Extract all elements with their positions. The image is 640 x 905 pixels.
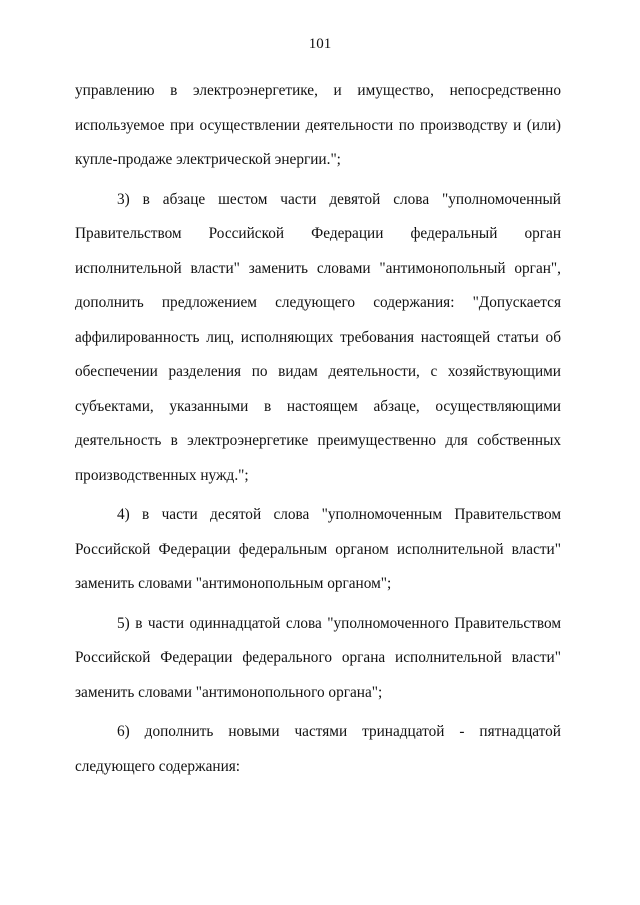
text-line: обеспечении разделения по видам деятельности, с хозяйствующими [75, 363, 561, 380]
paragraph-item-3 [75, 183, 561, 494]
text-line: субъектами, указанными в настоящем абзаце, осуществляющими [75, 397, 561, 415]
text-line: Российской Федерации федерального органа исполнительной власти" [75, 649, 561, 666]
text-line: используемое при осуществлении деятельности по производству и (или) [75, 116, 561, 134]
text-line: управлению в электроэнергетике, и имущество, непосредственно [75, 82, 561, 99]
page-number: 101 [308, 36, 332, 52]
text-line: следующего содержания: [75, 757, 241, 775]
text-line: 5) в части одиннадцатой слова "уполномоченного Правительством [117, 614, 561, 632]
text-line: купле-продаже электрической энергии."; [75, 151, 341, 168]
text-line: аффилированность лиц, исполняющих требования настоящей статьи об [75, 328, 561, 346]
text-line: 3) в абзаце шестом части девятой слова "уполномоченный [117, 190, 561, 208]
document-body [75, 74, 561, 784]
text-line: деятельность в электроэнергетике преимущественно для собственных [75, 432, 561, 449]
text-line: Российской Федерации федеральным органом исполнительной власти" [75, 540, 561, 558]
text-line: дополнить предложением следующего содержания: "Допускается [75, 294, 561, 311]
paragraph-item-4 [75, 498, 561, 602]
paragraph-item-6 [75, 715, 561, 784]
text-line: заменить словами "антимонопольного органа"; [75, 683, 383, 701]
text-line: исполнительной власти" заменить словами "антимонопольный орган", [75, 259, 561, 277]
text-line: производственных нужд."; [75, 466, 249, 484]
paragraph-item-5 [75, 607, 561, 711]
text-line: 6) дополнить новыми частями тринадцатой - пятнадцатой [117, 723, 561, 740]
text-line: 4) в части десятой слова "уполномоченным Правительством [117, 506, 561, 523]
text-line: заменить словами "антимонопольным органом"; [75, 575, 392, 592]
paragraph-continuation [75, 74, 561, 178]
text-line: Правительством Российской Федерации федеральный орган [75, 225, 561, 242]
